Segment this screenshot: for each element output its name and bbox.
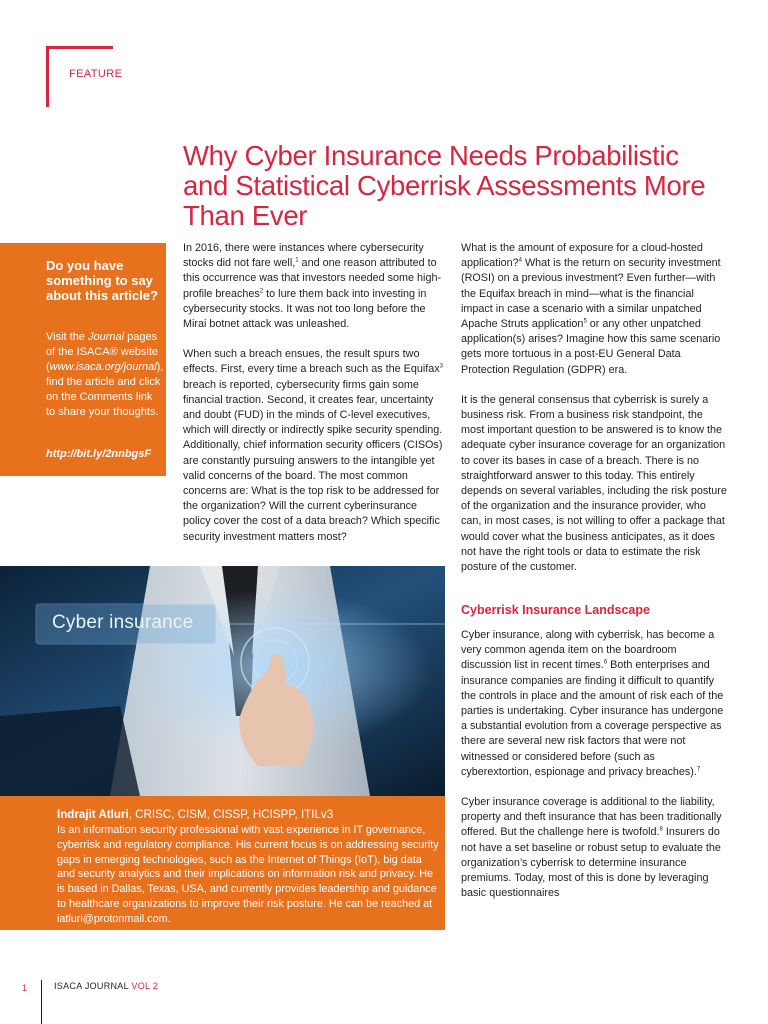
author-name-text: Indrajit Atluri [57,808,129,821]
cyber-insurance-photo [0,566,445,796]
footnote-ref: 5 [583,318,587,325]
paragraph: In 2016, there were instances where cybersecurity stocks did not fare well,$^1$ and one reason attributed to this occurrence was that investors needed some high-profile breaches$^2$ to lure them back into investing in cybersecurity stocks. It was not too long before the Mirai botnet attack was unleashed. [183,242,442,331]
footnote-ref: 4 [518,257,522,264]
author-name [57,808,333,821]
sidebar-text: ), find the article and click on the Comments link to share your thoughts. [46,361,164,418]
sidebar-body [46,330,164,420]
section-heading: Cyberrisk Insurance Landscape [461,603,650,617]
footnote-ref: 7 [696,766,701,773]
article-title: Why Cyber Insurance Needs Probabilistic and Statistical Cyberrisk Assessments More Than Ever [183,140,706,231]
footnote-ref: 3 [439,363,443,370]
footnote-ref: 1 [295,257,299,264]
author-bio: Is an information security professional with vast experience in IT governance, cyberrisk and regulatory compliance. His current focus is on addressing security gaps in emerging technologies, such as the Internet of Things (IoT), big data and security analytics and their implications on information risk and privacy. He is based in Dallas, Texas, USA, and currently provides leadership and guidance to healthcare organizations to improve their risk posture. He can be reached at iatluri@protonmail.com. [57,824,439,925]
author-credentials: , CRISC, CISM, CISSP, HCISPP, ITILv3 [128,808,334,821]
paragraph: It is the general consensus that cyberrisk is surely a business risk. From a business risk standpoint, the most important question to be answered is to know the adequate cyber insurance coverage for an organization to cover its bases in case of a breach. There is no straightforward answer to this today. This entirely depends on several variables, including the risk posture of the organization and the insurance provider, who can, in most cases, is not willing to offer a package that would cover what the business anticipates, as it does not have the right tools or data to estimate the risk posture of the customer. [461,393,727,574]
sidebar-url-link[interactable]: www.isaca.org/journal [49,361,157,373]
sidebar-question: Do you have something to say about this article? [46,258,158,303]
page-number: 1 [22,983,28,993]
article-column-2-continued [461,628,727,901]
sidebar-text: pages of the ISACA® website ( [46,331,159,373]
paragraph: Cyber insurance, along with cyberrisk, has become a very common agenda item on the boardroom discussion list in recent times.$^6$ Both enterprises and insurance companies are finding it difficult to quantify the controls in place and the amount of risk each of the parties is undertaking. Cyber insurance has undergone a substantial evolution from a coverage perspective as there are several new risk factors that were not witnessed or considered before (such as cyberextortion, espionage and privacy breaches).$^7$ [461,629,724,778]
paragraph: When such a breach ensues, the result spurs two effects. First, every time a breach such as the Equifax$^3$ breach is reported, cybersecurity firms gain some financial traction. Second, it creates fear, uncertainty and doubt (FUD) in the minds of C-level executives, which will directly or indirectly spike security spending. Additionally, chief information security officers (CISOs) are constantly pursuing answers to the intangible yet valid concerns of the board. The most common concerns are: What is the top risk to be addressed for the organization? Will the current cyberinsurance policy cover the cost of a data breach? Which specific security investment matters most? [183,348,443,543]
paragraph: What is the amount of exposure for a cloud-hosted application?$^4$ What is the return on security investment (ROSI) on a previous investment? Even further—with the Equifax breach in mind—what is the financial impact in case a scenario with a similar unpatched Apache Struts application$^5$ or any other unpatched application(s) arises? Imagine how this same scenario gets more tortuous in a post-EU General Data Protection Regulation (GDPR) era. [461,242,721,376]
article-column-2 [461,241,727,575]
sidebar-text: Visit the [46,331,88,343]
journal-title: ISACA JOURNAL [54,981,132,991]
section-label: FEATURE [69,68,123,80]
paragraph: Cyber insurance coverage is additional to the liability, property and theft insurance that has been traditionally offered. But the challenge here is twofold.$^8$ Insurers do not have a set baseline or robust setup to evaluate the organization’s cyberrisk to determine insurance premiums. Today, most of this is done by leveraging basic questionnaires [461,796,722,900]
footnote-ref: 8 [659,826,663,833]
article-column-1 [183,241,445,545]
footnote-ref: 6 [603,659,608,666]
sidebar-journal-text: Journal [88,331,125,343]
journal-name [54,981,158,991]
short-link[interactable]: http://bit.ly/2nnbgsF [46,448,152,460]
photo-caption: Cyber insurance [52,612,194,633]
footer-divider [41,980,42,1024]
journal-volume: VOL 2 [131,981,159,991]
footnote-ref: 2 [259,288,264,295]
